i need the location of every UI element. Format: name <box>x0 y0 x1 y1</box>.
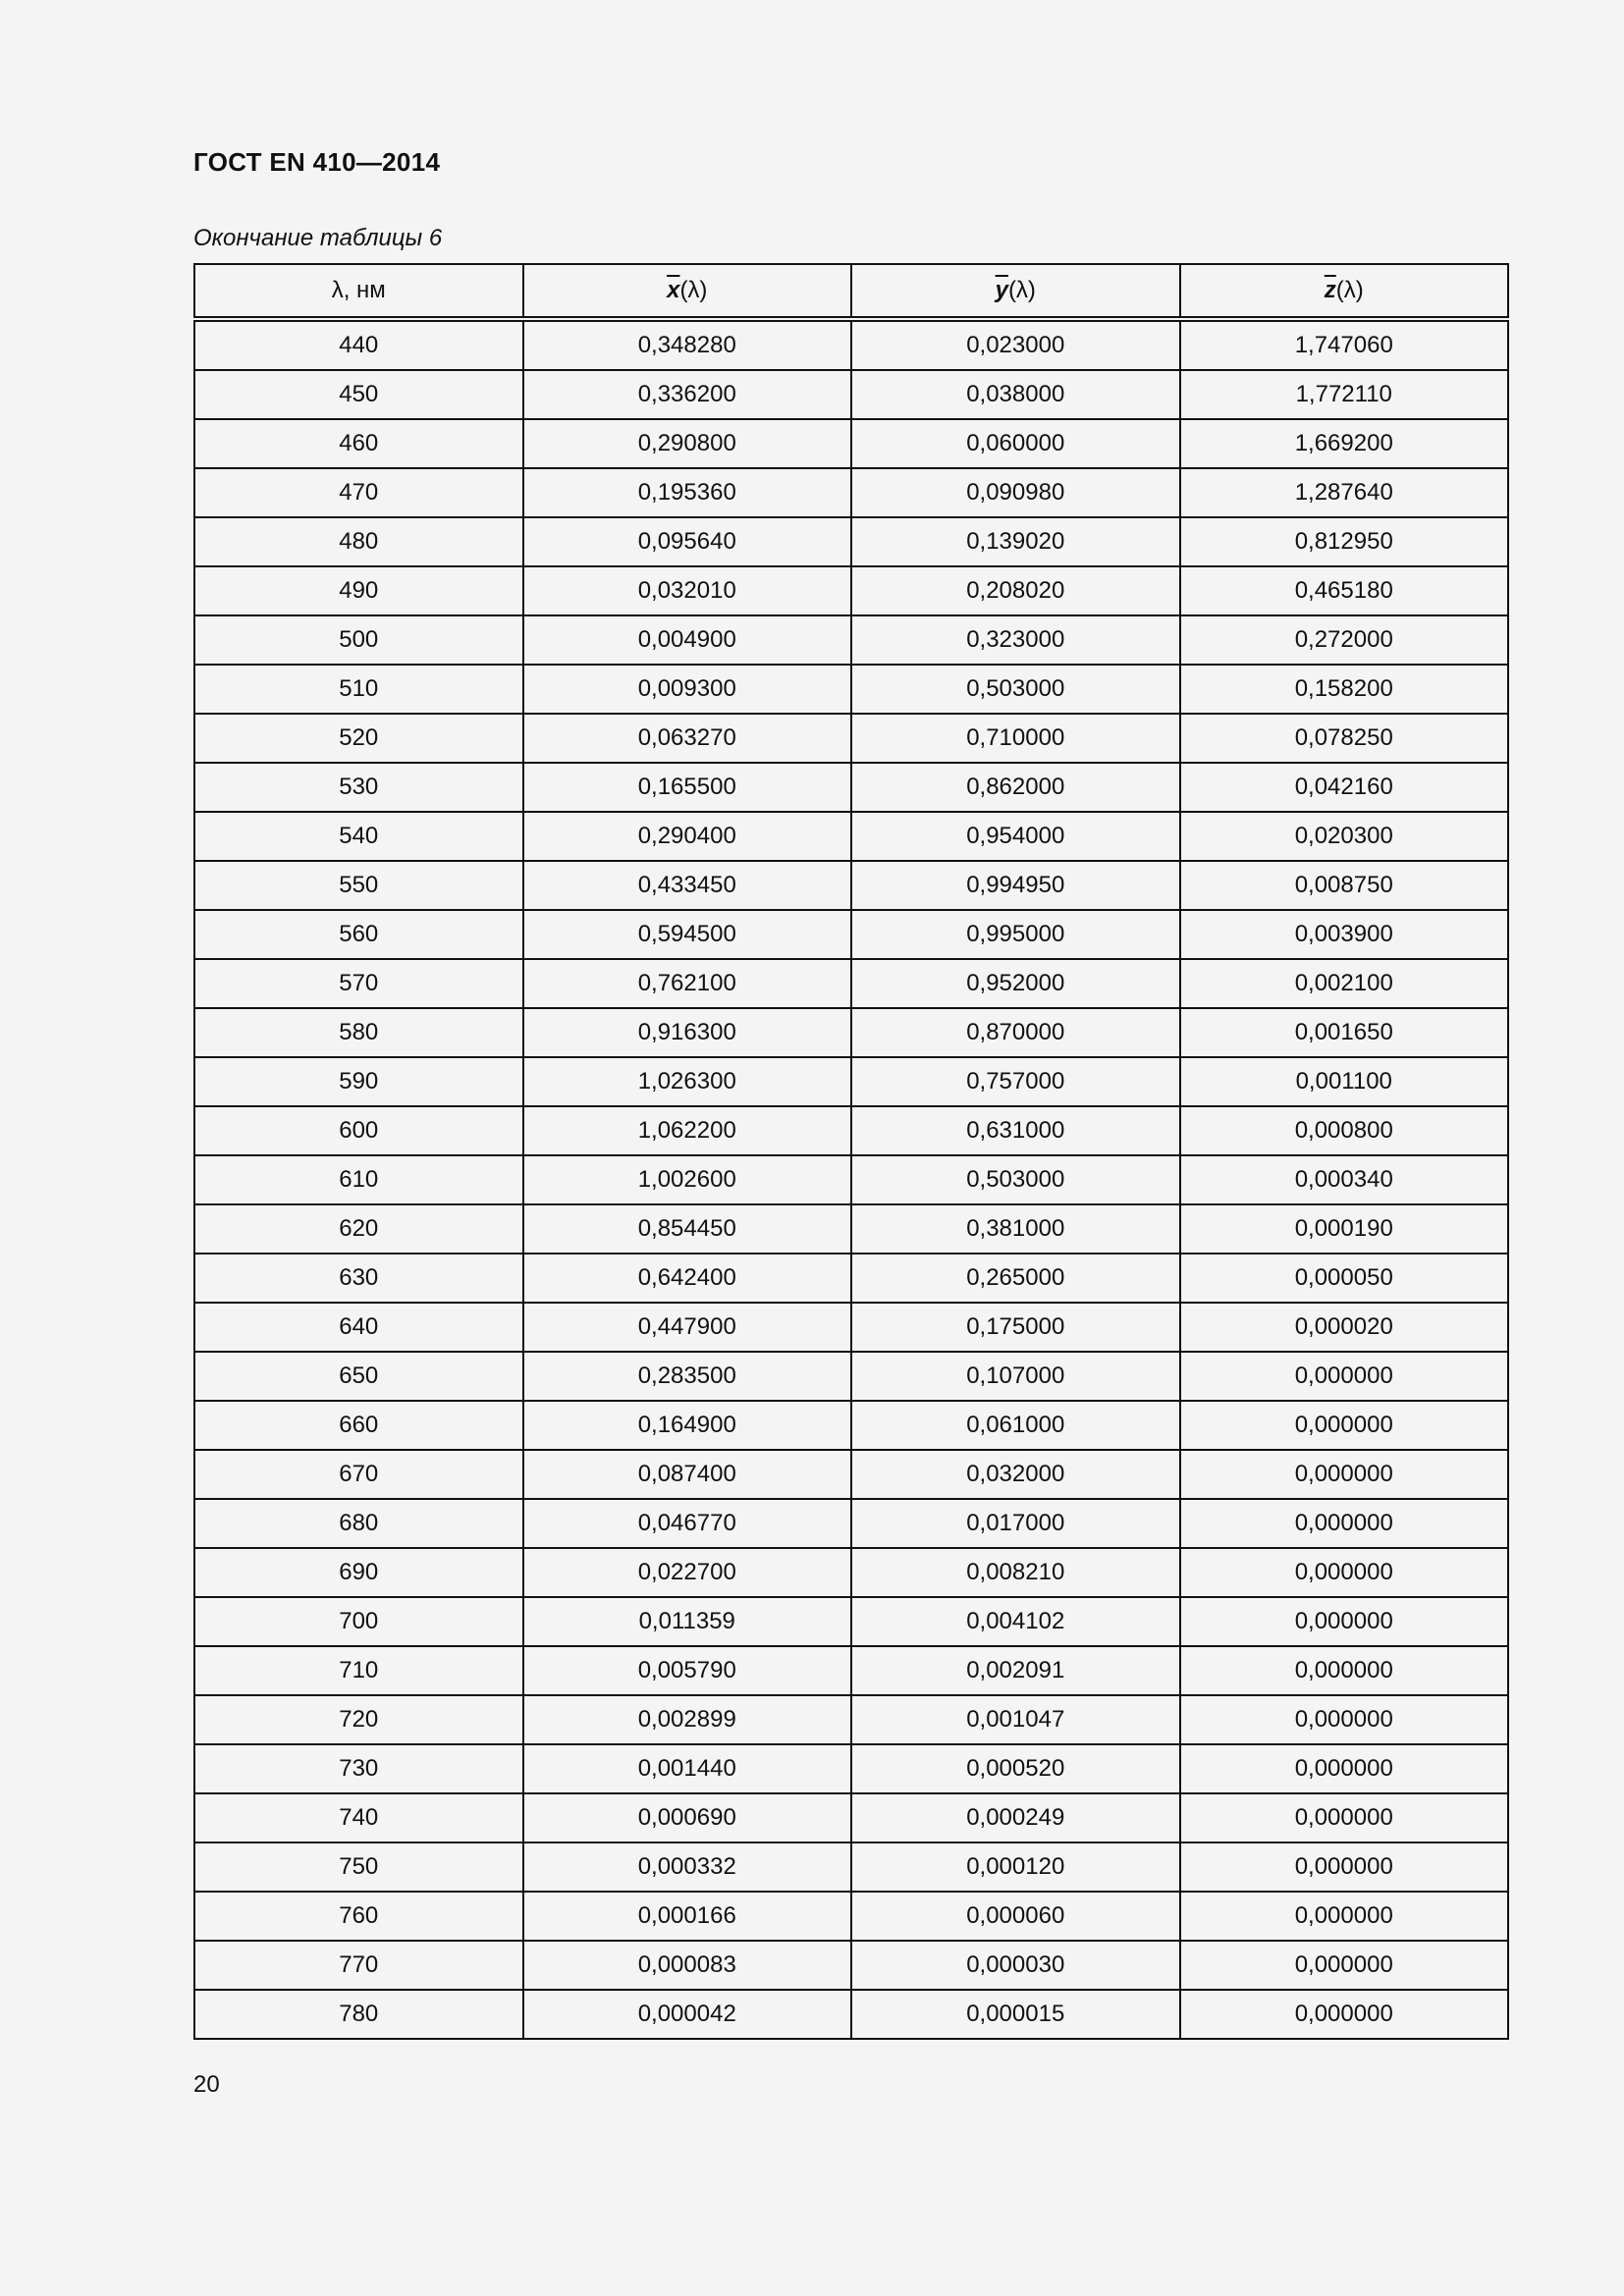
cell-x-bar: 0,063270 <box>523 714 852 763</box>
table-row <box>194 419 1508 468</box>
cell-wavelength: 770 <box>194 1941 523 1990</box>
cell-x-bar: 0,433450 <box>523 861 852 910</box>
cell-z-bar: 1,772110 <box>1180 370 1509 419</box>
cell-wavelength: 570 <box>194 959 523 1008</box>
cell-y-bar: 0,000120 <box>851 1842 1180 1892</box>
cell-wavelength: 730 <box>194 1744 523 1793</box>
cell-wavelength: 660 <box>194 1401 523 1450</box>
cell-x-bar: 0,087400 <box>523 1450 852 1499</box>
cell-x-bar: 1,002600 <box>523 1155 852 1204</box>
cell-z-bar: 0,003900 <box>1180 910 1509 959</box>
table-row <box>194 517 1508 566</box>
cell-y-bar: 0,870000 <box>851 1008 1180 1057</box>
cell-z-bar: 0,000000 <box>1180 1842 1509 1892</box>
cell-wavelength: 550 <box>194 861 523 910</box>
cell-y-bar: 0,008210 <box>851 1548 1180 1597</box>
cell-wavelength: 630 <box>194 1254 523 1303</box>
cell-y-bar: 0,000249 <box>851 1793 1180 1842</box>
table-caption: Окончание таблицы 6 <box>193 225 443 251</box>
cell-y-bar: 0,017000 <box>851 1499 1180 1548</box>
cell-z-bar: 0,001650 <box>1180 1008 1509 1057</box>
cell-z-bar: 0,812950 <box>1180 517 1509 566</box>
cell-y-bar: 0,323000 <box>851 615 1180 665</box>
cell-y-bar: 0,032000 <box>851 1450 1180 1499</box>
cell-z-bar: 0,000000 <box>1180 1597 1509 1646</box>
table-row <box>194 319 1508 370</box>
cell-y-bar: 0,000030 <box>851 1941 1180 1990</box>
cell-z-bar: 0,465180 <box>1180 566 1509 615</box>
header-row <box>194 264 1508 319</box>
table-row <box>194 370 1508 419</box>
table-row <box>194 1548 1508 1597</box>
cell-x-bar: 0,290400 <box>523 812 852 861</box>
table-row <box>194 566 1508 615</box>
table-row <box>194 714 1508 763</box>
cell-y-bar: 0,208020 <box>851 566 1180 615</box>
cell-y-bar: 0,503000 <box>851 665 1180 714</box>
cell-z-bar: 0,078250 <box>1180 714 1509 763</box>
cell-z-bar: 0,000000 <box>1180 1892 1509 1941</box>
cell-y-bar: 0,265000 <box>851 1254 1180 1303</box>
cell-wavelength: 500 <box>194 615 523 665</box>
cell-wavelength: 650 <box>194 1352 523 1401</box>
cell-z-bar: 0,002100 <box>1180 959 1509 1008</box>
table-row <box>194 812 1508 861</box>
cell-wavelength: 750 <box>194 1842 523 1892</box>
cell-z-bar: 0,000800 <box>1180 1106 1509 1155</box>
cell-x-bar: 0,000166 <box>523 1892 852 1941</box>
cell-z-bar: 0,000000 <box>1180 1352 1509 1401</box>
cell-x-bar: 0,005790 <box>523 1646 852 1695</box>
cell-z-bar: 0,000000 <box>1180 1941 1509 1990</box>
table-row <box>194 1499 1508 1548</box>
cell-z-bar: 0,000190 <box>1180 1204 1509 1254</box>
cell-wavelength: 490 <box>194 566 523 615</box>
column-header-z-bar <box>1180 264 1509 319</box>
table-row <box>194 1254 1508 1303</box>
cell-x-bar: 1,062200 <box>523 1106 852 1155</box>
cell-y-bar: 0,952000 <box>851 959 1180 1008</box>
cell-z-bar: 0,000000 <box>1180 1695 1509 1744</box>
table-row <box>194 468 1508 517</box>
cell-x-bar: 0,009300 <box>523 665 852 714</box>
y-bar-suffix: (λ) <box>1007 277 1036 303</box>
cell-z-bar: 0,000000 <box>1180 1990 1509 2039</box>
cell-z-bar: 0,001100 <box>1180 1057 1509 1106</box>
cell-wavelength: 460 <box>194 419 523 468</box>
table-row <box>194 1990 1508 2039</box>
cell-wavelength: 720 <box>194 1695 523 1744</box>
cell-y-bar: 0,381000 <box>851 1204 1180 1254</box>
cell-z-bar: 0,000000 <box>1180 1793 1509 1842</box>
cell-x-bar: 0,336200 <box>523 370 852 419</box>
cell-y-bar: 0,000015 <box>851 1990 1180 2039</box>
cell-y-bar: 0,995000 <box>851 910 1180 959</box>
cell-y-bar: 0,001047 <box>851 1695 1180 1744</box>
table-row <box>194 1646 1508 1695</box>
table-row <box>194 1057 1508 1106</box>
table-row <box>194 615 1508 665</box>
cell-wavelength: 740 <box>194 1793 523 1842</box>
table-row <box>194 910 1508 959</box>
cell-y-bar: 0,631000 <box>851 1106 1180 1155</box>
cell-wavelength: 530 <box>194 763 523 812</box>
cell-x-bar: 0,046770 <box>523 1499 852 1548</box>
cell-y-bar: 0,060000 <box>851 419 1180 468</box>
cell-z-bar: 0,158200 <box>1180 665 1509 714</box>
cell-y-bar: 0,954000 <box>851 812 1180 861</box>
cell-z-bar: 0,272000 <box>1180 615 1509 665</box>
cell-wavelength: 620 <box>194 1204 523 1254</box>
cell-wavelength: 670 <box>194 1450 523 1499</box>
table-row <box>194 1401 1508 1450</box>
cell-x-bar: 1,026300 <box>523 1057 852 1106</box>
cell-z-bar: 0,000000 <box>1180 1548 1509 1597</box>
cell-y-bar: 0,710000 <box>851 714 1180 763</box>
cell-wavelength: 610 <box>194 1155 523 1204</box>
cell-x-bar: 0,642400 <box>523 1254 852 1303</box>
cell-wavelength: 560 <box>194 910 523 959</box>
table-row <box>194 665 1508 714</box>
cell-wavelength: 700 <box>194 1597 523 1646</box>
table-row <box>194 1793 1508 1842</box>
cell-wavelength: 680 <box>194 1499 523 1548</box>
cell-y-bar: 0,000060 <box>851 1892 1180 1941</box>
cell-x-bar: 0,283500 <box>523 1352 852 1401</box>
cell-wavelength: 590 <box>194 1057 523 1106</box>
cell-wavelength: 710 <box>194 1646 523 1695</box>
cell-z-bar: 0,020300 <box>1180 812 1509 861</box>
column-header-y-bar <box>851 264 1180 319</box>
cell-x-bar: 0,000083 <box>523 1941 852 1990</box>
cell-wavelength: 440 <box>194 319 523 370</box>
cell-y-bar: 0,994950 <box>851 861 1180 910</box>
table-row <box>194 1352 1508 1401</box>
cell-z-bar: 0,000000 <box>1180 1499 1509 1548</box>
cell-y-bar: 0,023000 <box>851 319 1180 370</box>
cell-x-bar: 0,000042 <box>523 1990 852 2039</box>
cell-y-bar: 0,757000 <box>851 1057 1180 1106</box>
table-row <box>194 1450 1508 1499</box>
cell-x-bar: 0,002899 <box>523 1695 852 1744</box>
cell-x-bar: 0,348280 <box>523 319 852 370</box>
table-header <box>194 264 1508 319</box>
cell-wavelength: 780 <box>194 1990 523 2039</box>
cell-x-bar: 0,164900 <box>523 1401 852 1450</box>
column-header-wavelength: λ, нм <box>194 264 523 319</box>
cell-y-bar: 0,002091 <box>851 1646 1180 1695</box>
data-table <box>193 263 1509 2040</box>
table-row <box>194 1892 1508 1941</box>
cell-wavelength: 480 <box>194 517 523 566</box>
z-bar-suffix: (λ) <box>1335 277 1364 303</box>
cell-wavelength: 600 <box>194 1106 523 1155</box>
cell-z-bar: 0,000050 <box>1180 1254 1509 1303</box>
x-bar-symbol: $\overline{x}$ <box>667 277 680 303</box>
cell-wavelength: 470 <box>194 468 523 517</box>
table-row <box>194 1303 1508 1352</box>
table-row <box>194 1842 1508 1892</box>
cell-x-bar: 0,001440 <box>523 1744 852 1793</box>
cell-x-bar: 0,916300 <box>523 1008 852 1057</box>
cell-y-bar: 0,862000 <box>851 763 1180 812</box>
cell-z-bar: 0,000000 <box>1180 1744 1509 1793</box>
cell-y-bar: 0,139020 <box>851 517 1180 566</box>
cell-x-bar: 0,165500 <box>523 763 852 812</box>
table-row <box>194 861 1508 910</box>
x-bar-suffix: (λ) <box>679 277 708 303</box>
table-row <box>194 1106 1508 1155</box>
cell-x-bar: 0,011359 <box>523 1597 852 1646</box>
cell-z-bar: 0,000020 <box>1180 1303 1509 1352</box>
cell-x-bar: 0,762100 <box>523 959 852 1008</box>
cell-y-bar: 0,061000 <box>851 1401 1180 1450</box>
table-row <box>194 959 1508 1008</box>
table-row <box>194 1597 1508 1646</box>
cell-wavelength: 450 <box>194 370 523 419</box>
cell-wavelength: 540 <box>194 812 523 861</box>
cell-wavelength: 760 <box>194 1892 523 1941</box>
cell-wavelength: 690 <box>194 1548 523 1597</box>
cell-wavelength: 510 <box>194 665 523 714</box>
z-bar-symbol: $\overline{z}$ <box>1324 277 1336 303</box>
cell-x-bar: 0,000332 <box>523 1842 852 1892</box>
table-row <box>194 1744 1508 1793</box>
page-number: 20 <box>193 2071 220 2098</box>
table-row <box>194 763 1508 812</box>
cell-x-bar: 0,854450 <box>523 1204 852 1254</box>
table-row <box>194 1155 1508 1204</box>
cell-wavelength: 580 <box>194 1008 523 1057</box>
cell-y-bar: 0,090980 <box>851 468 1180 517</box>
cell-z-bar: 0,000000 <box>1180 1401 1509 1450</box>
cell-y-bar: 0,038000 <box>851 370 1180 419</box>
column-header-x-bar <box>523 264 852 319</box>
table-row <box>194 1008 1508 1057</box>
table-body <box>194 319 1508 2039</box>
cell-x-bar: 0,095640 <box>523 517 852 566</box>
cell-z-bar: 0,000340 <box>1180 1155 1509 1204</box>
y-bar-symbol: $\overline{y}$ <box>995 277 1008 303</box>
cell-z-bar: 0,000000 <box>1180 1646 1509 1695</box>
cell-z-bar: 0,000000 <box>1180 1450 1509 1499</box>
cell-wavelength: 640 <box>194 1303 523 1352</box>
cell-y-bar: 0,503000 <box>851 1155 1180 1204</box>
cell-x-bar: 0,032010 <box>523 566 852 615</box>
cell-x-bar: 0,195360 <box>523 468 852 517</box>
table-row <box>194 1941 1508 1990</box>
cell-x-bar: 0,594500 <box>523 910 852 959</box>
cell-y-bar: 0,000520 <box>851 1744 1180 1793</box>
table-row <box>194 1695 1508 1744</box>
cell-x-bar: 0,290800 <box>523 419 852 468</box>
cell-z-bar: 1,747060 <box>1180 319 1509 370</box>
cell-wavelength: 520 <box>194 714 523 763</box>
cell-z-bar: 0,042160 <box>1180 763 1509 812</box>
cell-z-bar: 0,008750 <box>1180 861 1509 910</box>
cell-x-bar: 0,447900 <box>523 1303 852 1352</box>
cell-z-bar: 1,669200 <box>1180 419 1509 468</box>
table-row <box>194 1204 1508 1254</box>
cell-x-bar: 0,000690 <box>523 1793 852 1842</box>
cell-z-bar: 1,287640 <box>1180 468 1509 517</box>
cell-x-bar: 0,004900 <box>523 615 852 665</box>
cell-y-bar: 0,107000 <box>851 1352 1180 1401</box>
cell-y-bar: 0,004102 <box>851 1597 1180 1646</box>
cell-x-bar: 0,022700 <box>523 1548 852 1597</box>
document-header: ГОСТ EN 410—2014 <box>193 147 441 177</box>
cell-y-bar: 0,175000 <box>851 1303 1180 1352</box>
